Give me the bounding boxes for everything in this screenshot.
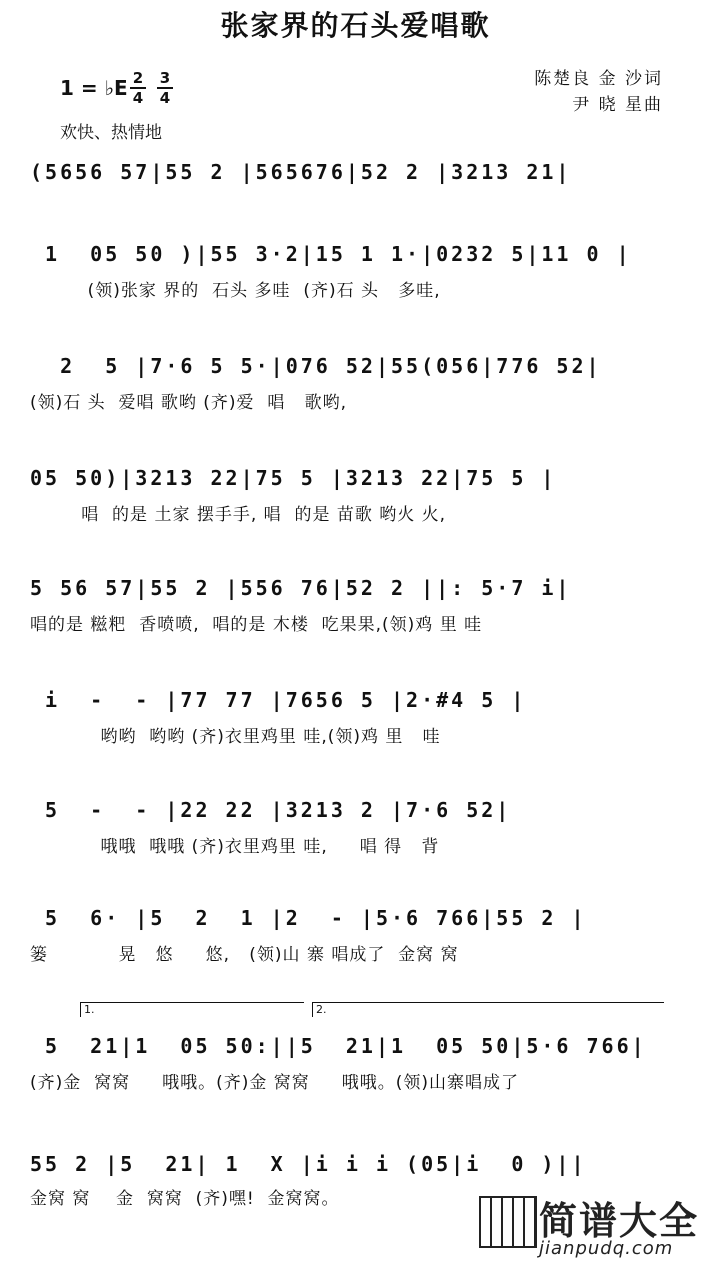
notes-row-9: 5 21|1 05 50:||5 21|1 05 50|5·6 766|: [30, 1034, 647, 1058]
lyrics-row-2: (领)张家 界的 石头 多哇 (齐)石 头 多哇,: [30, 281, 441, 301]
meter-b-numerator: 3: [159, 69, 171, 87]
notes-row-5: 5 56 57|55 2 |556 76|52 2 ||: 5·7 i|: [30, 576, 572, 600]
lyrics-row-3: (领)石 头 爱唱 歌哟 (齐)爱 唱 歌哟,: [30, 393, 347, 413]
score-row-5: [30, 566, 680, 610]
lyrics-row-8: 篓 晃 悠 悠, (领)山 寨 唱成了 金窝 窝: [30, 945, 459, 965]
meter-a-numerator: 2: [132, 69, 144, 87]
tempo-marking: 欢快、热情地: [60, 123, 162, 143]
logo-url: jianpudq.com: [539, 1238, 674, 1259]
time-signature-2-4: [128, 70, 148, 106]
notes-row-1: (5656 57|55 2 |565676|52 2 |3213 21|: [30, 160, 572, 184]
song-title: 张家界的石头爱唱歌: [220, 9, 491, 42]
notes-row-6: i - - |77 77 |7656 5 |2·#4 5 |: [30, 688, 527, 712]
notes-row-4: 05 50)|3213 22|75 5 |3213 22|75 5 |: [30, 466, 557, 490]
notes-row-2: 1 05 50 )|55 3·2|15 1 1·|0232 5|11 0 |: [30, 242, 632, 266]
site-logo: [479, 1194, 699, 1260]
meter-b-denominator: 4: [159, 89, 171, 107]
score-row-6: [30, 678, 680, 722]
score-row-10: [30, 1142, 680, 1186]
meter-a-denominator: 4: [132, 89, 144, 107]
volta-2-bracket: [312, 1002, 662, 1016]
lyricist-credit: 陈楚良 金 沙词: [534, 69, 663, 89]
notes-row-3: 2 5 |7·6 5 5·|076 52|55(056|776 52|: [30, 354, 602, 378]
volta-2: 2.: [312, 1002, 664, 1017]
notes-row-7: 5 - - |22 22 |3213 2 |7·6 52|: [30, 798, 512, 822]
notes-row-8: 5 6· |5 2 1 |2 - |5·6 766|55 2 |: [30, 906, 587, 930]
score-row-3: [30, 344, 680, 388]
notes-row-10: 55 2 |5 21| 1 X |i i i (05|i 0 )||: [30, 1152, 587, 1176]
volta-1-bracket: [80, 1002, 302, 1016]
score-row-8: [30, 896, 680, 940]
score-row-7: [30, 788, 680, 832]
composer-credit: 尹 晓 星曲: [572, 95, 663, 115]
time-signature-3-4: [155, 70, 175, 106]
lyrics-row-7: 哦哦 哦哦 (齐)衣里鸡里 哇, 唱 得 背: [30, 837, 440, 857]
lyrics-row-10: 金窝 窝 金 窝窝 (齐)嘿! 金窝窝。: [30, 1189, 340, 1209]
lyrics-row-4: 唱 的是 土家 摆手手, 唱 的是 苗歌 哟火 火,: [30, 505, 447, 525]
lyrics-row-9: (齐)金 窝窝 哦哦。(齐)金 窝窝 哦哦。(领)山寨唱成了: [30, 1073, 520, 1093]
logo-text: 简谱大全: [539, 1199, 700, 1243]
score-row-9: [30, 1024, 680, 1068]
score-row-2: [30, 232, 680, 276]
piano-keys-icon: [479, 1196, 537, 1248]
volta-1: 1.: [80, 1002, 304, 1017]
lyrics-row-5: 唱的是 糍粑 香喷喷, 唱的是 木楼 吃果果,(领)鸡 里 哇: [30, 615, 483, 635]
lyrics-row-6: 哟哟 哟哟 (齐)衣里鸡里 哇,(领)鸡 里 哇: [30, 727, 441, 747]
score-row-4: [30, 456, 680, 500]
key-signature: 1 = ♭E: [60, 76, 128, 100]
score-row-1: [30, 150, 680, 194]
